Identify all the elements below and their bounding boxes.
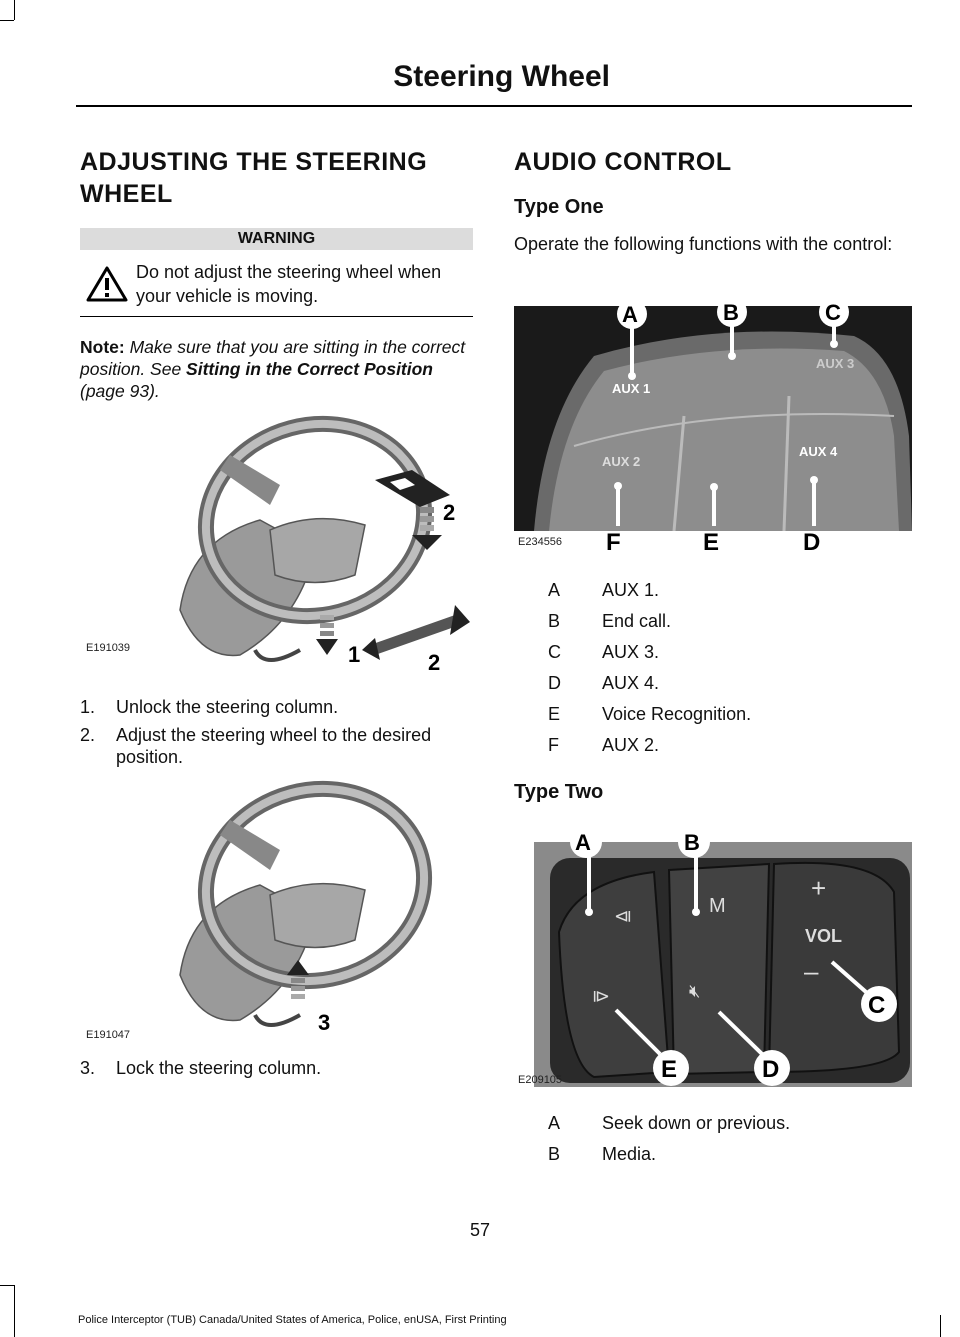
type-two-heading: Type Two (514, 781, 604, 803)
callout-D: D (803, 529, 821, 556)
seek-up-icon: ⧐ (592, 986, 610, 1006)
callout-C: C (868, 992, 886, 1019)
vol-minus-glyph: – (804, 956, 819, 986)
legend-row: B Media. (548, 1144, 657, 1164)
step-number: 1. (80, 697, 96, 717)
callout-E: E (703, 529, 720, 556)
section-heading-audio: AUDIO CONTROL (514, 148, 732, 176)
warning-text: Do not adjust the steering wheel when your vehicle is moving. (136, 262, 442, 306)
steering-wheel-lock-figure (150, 775, 475, 1035)
seek-down-icon: ⧏ (614, 906, 632, 926)
audio-control-type-two-figure (514, 822, 912, 1090)
crop-mark (0, 20, 14, 21)
section-heading-adjusting (80, 146, 427, 210)
note-label: Note: (80, 337, 125, 357)
figure-code: E209105 (518, 1074, 563, 1086)
vol-plus-glyph: + (811, 873, 827, 903)
media-button-glyph: M (709, 895, 726, 917)
callout-A: A (575, 830, 591, 855)
callout-1: 1 (348, 642, 361, 667)
aux-1-label: AUX 1 (612, 381, 651, 396)
legend-row: D AUX 4. (548, 673, 660, 693)
step-text: Lock the steering column. (116, 1058, 322, 1078)
callout-2-lower: 2 (428, 650, 441, 670)
note-text: Make sure that you are sitting in the correct position. See (80, 337, 466, 379)
step-text: Adjust the steering wheel to the desired position. (116, 725, 432, 767)
callout-E: E (661, 1056, 678, 1083)
legend-row: A AUX 1. (548, 580, 660, 600)
callout-A: A (622, 302, 638, 327)
warning-label: WARNING (80, 228, 473, 250)
legend-row: B End call. (548, 611, 672, 631)
step-text: Unlock the steering column. (116, 697, 339, 717)
callout-3: 3 (318, 1010, 331, 1035)
aux-3-label: AUX 3 (816, 356, 855, 371)
warning-rule (80, 316, 473, 317)
callout-B: B (723, 300, 739, 325)
note-paragraph (80, 336, 475, 402)
steering-wheel-adjust-figure (150, 410, 475, 670)
audio-control-type-one-figure (514, 296, 912, 556)
callout-2-upper: 2 (443, 500, 456, 525)
heading-line-2: WHEEL (80, 180, 173, 208)
type-one-heading: Type One (514, 196, 604, 218)
page-number: 57 (469, 1220, 491, 1240)
callout-C: C (825, 300, 841, 325)
crop-mark (0, 1285, 14, 1286)
note-reference-link[interactable]: Sitting in the Correct Position (186, 359, 433, 379)
note-page: (page 93). (80, 381, 160, 401)
figure-code: E191047 (86, 1029, 131, 1041)
aux-4-label: AUX 4 (799, 444, 838, 459)
vol-label: VOL (805, 926, 843, 946)
legend-row: F AUX 2. (548, 735, 660, 755)
legend-row: E Voice Recognition. (548, 704, 752, 724)
crop-mark (14, 1285, 15, 1337)
page-header-title: Steering Wheel (393, 60, 610, 93)
header-rule (76, 105, 912, 107)
type-one-intro: Operate the following functions with the control: (514, 234, 893, 254)
callout-B: B (684, 830, 700, 855)
warning-icon (86, 266, 128, 302)
legend-row: A Seek down or previous. (548, 1113, 791, 1133)
footer-text: Police Interceptor (TUB) Canada/United States of America, Police, enUSA, First Printing (78, 1314, 507, 1326)
step-number: 3. (80, 1058, 96, 1078)
heading-line-1: ADJUSTING THE STEERING (80, 148, 428, 176)
figure-code: E234556 (518, 536, 563, 548)
step-number: 2. (80, 725, 96, 745)
aux-2-label: AUX 2 (602, 454, 641, 469)
callout-F: F (606, 529, 621, 556)
mute-icon: 🔇︎ (689, 981, 701, 1001)
crop-mark (940, 1315, 941, 1337)
legend-row: C AUX 3. (548, 642, 660, 662)
callout-D: D (762, 1056, 780, 1083)
figure-code: E191039 (86, 642, 131, 654)
crop-mark (14, 0, 15, 20)
